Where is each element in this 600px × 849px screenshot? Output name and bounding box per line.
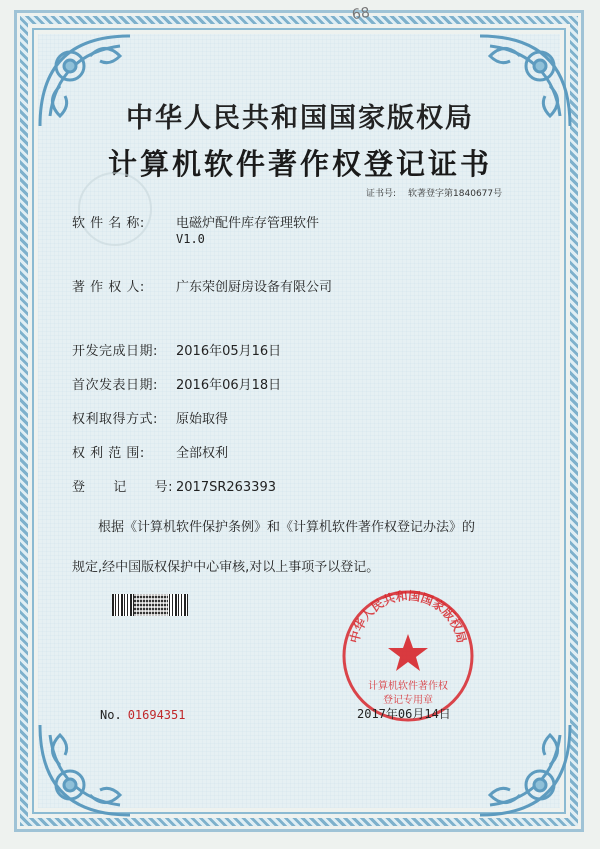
dev-date-label: 开发完成日期: bbox=[72, 344, 158, 359]
registration-row bbox=[72, 476, 276, 495]
serial-number-value: 01694351 bbox=[127, 708, 186, 722]
issue-date: 2017年06月14日 bbox=[357, 707, 451, 721]
certificate-number-label: 证书号: bbox=[366, 189, 397, 199]
certificate-title: 计算机软件著作权登记证书 bbox=[107, 147, 492, 181]
software-name-label: 软 件 名 称: bbox=[72, 216, 145, 231]
stamp-center-line-2: 登记专用章 bbox=[383, 695, 433, 706]
handwritten-note: 68 bbox=[350, 4, 371, 24]
embossed-seal bbox=[78, 172, 152, 246]
serial-number bbox=[100, 708, 185, 722]
stamp-center-line-1: 计算机软件著作权 bbox=[368, 681, 448, 692]
software-name-row bbox=[72, 212, 319, 231]
owner-label: 著 作 权 人: bbox=[72, 280, 145, 295]
qr-code bbox=[134, 594, 168, 616]
owner-value: 广东荣创厨房设备有限公司 bbox=[176, 280, 333, 295]
registration-label: 登 记 号: bbox=[72, 480, 173, 495]
corner-ornament-bottom-right bbox=[460, 715, 580, 825]
dev-date-value: 2016年05月16日 bbox=[176, 344, 282, 359]
registration-value: 2017SR263393 bbox=[176, 480, 276, 495]
owner-row bbox=[72, 276, 332, 295]
dev-date-row bbox=[72, 340, 281, 359]
scope-value: 全部权利 bbox=[176, 446, 229, 461]
serial-number-label: No. bbox=[100, 708, 122, 722]
scope-row bbox=[72, 442, 228, 461]
stamp-ring-text: 中华人民共和国国家版权局 bbox=[347, 588, 469, 645]
acquire-label: 权利取得方式: bbox=[72, 412, 158, 427]
stamp-star-icon bbox=[388, 634, 428, 671]
acquire-value: 原始取得 bbox=[176, 412, 229, 427]
body-line-2: 规定,经中国版权保护中心审核,对以上事项予以登记。 bbox=[72, 560, 380, 575]
certificate-number-value: 软著登字第1840677号 bbox=[408, 189, 503, 199]
certificate-number bbox=[366, 186, 502, 199]
body-line-1: 根据《计算机软件保护条例》和《计算机软件著作权登记办法》的 bbox=[98, 520, 476, 535]
pub-date-value: 2016年06月18日 bbox=[176, 378, 282, 393]
scope-label: 权 利 范 围: bbox=[72, 446, 145, 461]
issuer-title: 中华人民共和国国家版权局 bbox=[126, 103, 474, 134]
software-name-value: 电磁炉配件库存管理软件 bbox=[176, 216, 320, 231]
acquire-row bbox=[72, 408, 228, 427]
body-paragraph bbox=[72, 508, 542, 588]
pub-date-label: 首次发表日期: bbox=[72, 378, 158, 393]
pub-date-row bbox=[72, 374, 281, 393]
corner-ornament-bottom-left bbox=[30, 715, 150, 825]
software-version: V1.0 bbox=[176, 232, 205, 246]
